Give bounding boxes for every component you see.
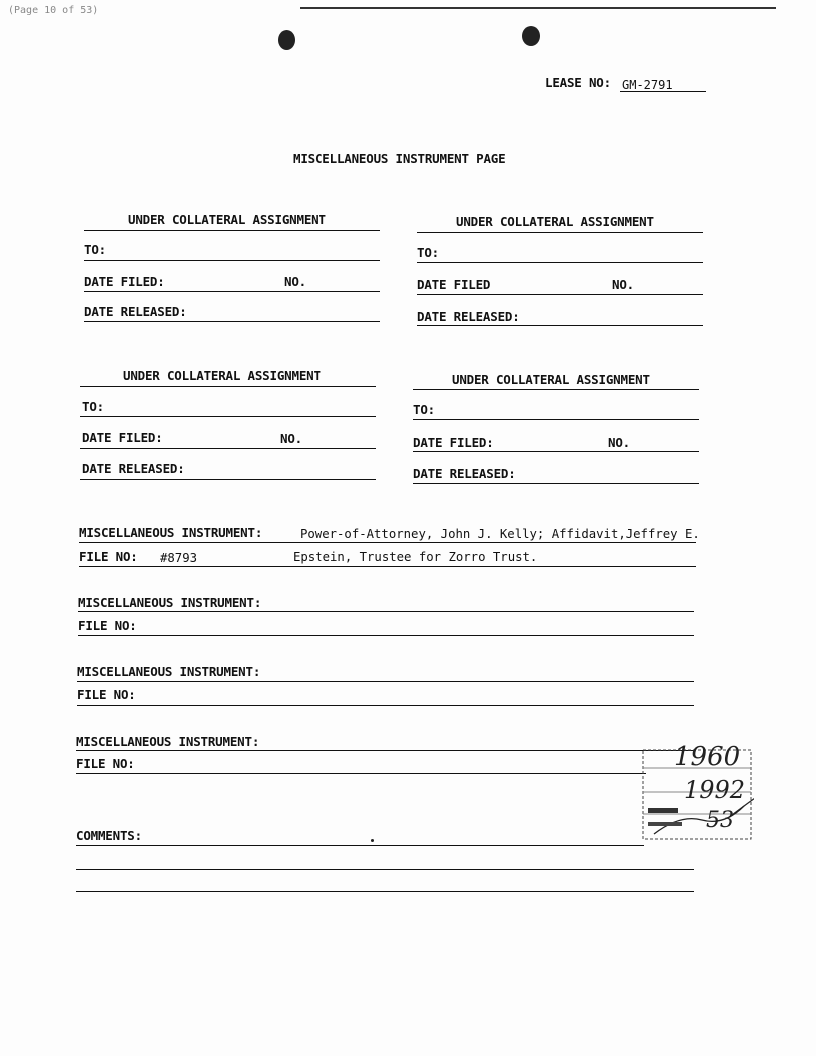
assignment-3-to-line xyxy=(80,416,376,417)
assignment-4-date-released-label: DATE RELEASED: xyxy=(413,466,516,481)
lease-no-label: LEASE NO: xyxy=(545,75,611,90)
page-number-label: (Page 10 of 53) xyxy=(8,5,99,16)
recording-stamp xyxy=(640,742,754,842)
instrument-2-file-label: FILE NO: xyxy=(78,618,137,633)
stamp-handwritten-page: 53 xyxy=(706,808,734,833)
instrument-1-file-label: FILE NO: xyxy=(79,549,138,564)
assignment-3-header-line xyxy=(80,386,376,387)
assignment-2-date-released-line xyxy=(417,325,703,326)
assignment-3-date-filed-line xyxy=(80,448,376,449)
assignment-2-date-filed-line xyxy=(417,294,703,295)
instrument-3-file-line xyxy=(77,705,694,706)
assignment-4-no-label: NO. xyxy=(608,435,630,450)
instrument-3-line xyxy=(77,681,694,682)
instrument-3-file-label: FILE NO: xyxy=(77,687,136,702)
instrument-4-line xyxy=(76,750,694,751)
instrument-2-line xyxy=(78,611,694,612)
assignment-4-header-line xyxy=(413,389,699,390)
comments-label: COMMENTS: xyxy=(76,828,142,843)
stamp-handwritten-year: 1992 xyxy=(684,776,746,804)
instrument-4-file-label: FILE NO: xyxy=(76,756,135,771)
assignment-1-header: UNDER COLLATERAL ASSIGNMENT xyxy=(128,212,326,227)
instrument-1-value-line2: Epstein, Trustee for Zorro Trust. xyxy=(293,550,538,564)
hole-punch-mark-right xyxy=(522,26,540,46)
assignment-4-to-label: TO: xyxy=(413,402,435,417)
assignment-4-header: UNDER COLLATERAL ASSIGNMENT xyxy=(452,372,650,387)
instrument-4-file-line xyxy=(76,773,646,774)
assignment-2-to-label: TO: xyxy=(417,245,439,260)
comments-line-2 xyxy=(76,869,694,870)
instrument-2-label: MISCELLANEOUS INSTRUMENT: xyxy=(78,595,262,610)
assignment-3-date-released-line xyxy=(80,479,376,480)
instrument-2-file-line xyxy=(78,635,694,636)
instrument-4-label: MISCELLANEOUS INSTRUMENT: xyxy=(76,734,260,749)
comments-line-3 xyxy=(76,891,694,892)
assignment-3-date-released-label: DATE RELEASED: xyxy=(82,461,185,476)
assignment-2-header: UNDER COLLATERAL ASSIGNMENT xyxy=(456,214,654,229)
page-title: MISCELLANEOUS INSTRUMENT PAGE xyxy=(293,151,506,166)
assignment-4-date-filed-line xyxy=(413,451,699,452)
assignment-1-date-filed-label: DATE FILED: xyxy=(84,274,165,289)
assignment-1-no-label: NO. xyxy=(284,274,306,289)
comments-line-1 xyxy=(76,845,644,846)
assignment-1-date-released-label: DATE RELEASED: xyxy=(84,304,187,319)
instrument-1-label: MISCELLANEOUS INSTRUMENT: xyxy=(79,525,263,540)
assignment-4-to-line xyxy=(413,419,699,420)
instrument-1-line xyxy=(79,542,696,543)
ink-speck xyxy=(371,839,374,842)
assignment-3-no-label: NO. xyxy=(280,431,302,446)
assignment-3-date-filed-label: DATE FILED: xyxy=(82,430,163,445)
assignment-3-header: UNDER COLLATERAL ASSIGNMENT xyxy=(123,368,321,383)
hole-punch-mark-left xyxy=(278,30,295,50)
instrument-3-label: MISCELLANEOUS INSTRUMENT: xyxy=(77,664,261,679)
assignment-3-to-label: TO: xyxy=(82,399,104,414)
top-scan-line xyxy=(300,7,776,9)
assignment-2-date-released-label: DATE RELEASED: xyxy=(417,309,520,324)
assignment-4-date-released-line xyxy=(413,483,699,484)
assignment-2-date-filed-label: DATE FILED xyxy=(417,277,491,292)
lease-no-underline xyxy=(620,91,706,92)
assignment-1-header-line xyxy=(84,230,380,231)
assignment-2-to-line xyxy=(417,262,703,263)
lease-no-value: GM-2791 xyxy=(622,78,673,92)
assignment-2-header-line xyxy=(417,232,703,233)
assignment-1-to-line xyxy=(84,260,380,261)
assignment-1-date-filed-line xyxy=(84,291,380,292)
instrument-1-file-value: #8793 xyxy=(160,551,198,565)
assignment-2-no-label: NO. xyxy=(612,277,634,292)
assignment-1-to-label: TO: xyxy=(84,242,106,257)
instrument-1-file-line xyxy=(79,566,696,567)
stamp-handwritten-number: 1960 xyxy=(674,742,741,772)
assignment-1-date-released-line xyxy=(84,321,380,322)
assignment-4-date-filed-label: DATE FILED: xyxy=(413,435,494,450)
instrument-1-value-line1: Power-of-Attorney, John J. Kelly; Affidavit,Jeffrey E. xyxy=(300,527,700,541)
